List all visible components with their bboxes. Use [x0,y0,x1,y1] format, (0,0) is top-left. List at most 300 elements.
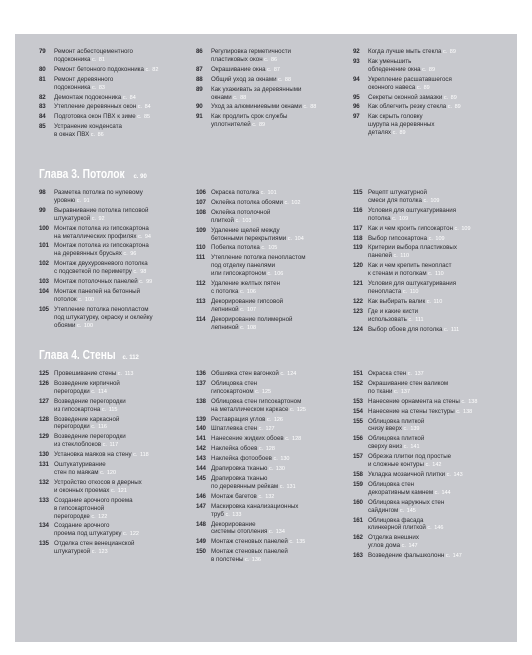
entry-number: 145 [196,474,206,482]
page-number: 111 [450,326,460,333]
entry-page-ref [391,130,405,136]
entry-number: 141 [196,435,206,443]
entry-page-ref [288,407,306,413]
toc-entry[interactable] [39,225,194,242]
entry-page-ref [402,426,420,432]
entry-title [368,58,499,75]
entry-page-ref [427,236,445,242]
page-prefix: с. [454,225,459,232]
entry-title-text: Отделка стен венецианской штукатуркой [54,540,135,556]
toc-column [196,48,351,141]
entry-page-ref [144,67,158,73]
toc-entry[interactable] [196,493,351,502]
entry-title-text: Демонтаж подоконника [54,93,122,101]
page-prefix: с. [258,426,263,433]
entry-page-ref [288,539,306,545]
entry-number: 156 [353,435,363,443]
toc-entry[interactable] [196,316,351,333]
toc-entry[interactable] [39,103,194,112]
toc-entry[interactable] [39,461,194,478]
toc-entry[interactable] [353,298,499,307]
toc-entry[interactable] [353,113,499,138]
toc-entry[interactable] [39,48,194,65]
page-prefix: с. [252,122,257,129]
entry-page-ref [90,514,108,520]
page-prefix: с. [123,251,128,258]
entry-number: 157 [353,453,363,461]
page-number: 103 [242,217,252,224]
page-number: 98 [140,269,147,276]
entry-page-ref [392,253,409,259]
toc-entry[interactable] [196,199,351,208]
entry-number: 101 [39,242,49,250]
toc-entry[interactable] [196,465,351,474]
toc-entry[interactable] [39,260,194,277]
page-number: 81 [98,56,105,63]
entry-title [54,48,194,65]
entry-page-ref [234,218,252,224]
toc-entry[interactable] [196,521,351,538]
entry-title-text: Облицовка плиткой снизу вверх [368,417,425,433]
entry-title [211,370,351,379]
entry-title [54,288,194,305]
entry-page-ref [267,466,285,472]
toc-entry[interactable] [196,475,351,492]
entry-title-text: Возведение кирпичной перегородки [54,379,120,395]
page-prefix: с. [90,132,96,139]
page-number: 116 [98,424,107,431]
entry-number: 107 [196,198,206,206]
toc-entry[interactable] [353,398,499,407]
toc-entry[interactable] [196,370,351,379]
page-number: 109 [435,235,445,242]
entry-title [54,522,194,539]
toc-entry[interactable] [196,86,351,103]
page-prefix: с. [402,288,408,295]
toc-entry[interactable] [39,288,194,305]
toc-entry[interactable] [196,48,351,65]
entry-title [211,316,351,333]
page-prefix: с. [447,104,453,111]
entry-page-ref [101,442,118,448]
entry-page-ref [100,407,117,413]
toc-entry[interactable] [353,499,499,516]
toc-entry[interactable] [353,326,499,335]
toc-entry[interactable] [353,453,499,470]
page-number: 94 [144,233,151,240]
toc-entry[interactable] [39,123,194,140]
entry-page-ref [427,271,444,277]
entry-title [54,189,194,206]
page-prefix: с. [426,298,431,305]
page-number: 131 [286,483,296,490]
entry-page-ref [263,57,277,63]
toc-entry[interactable] [196,435,351,444]
entry-title [211,521,351,538]
page-prefix: с. [233,94,238,101]
entry-title-text: Монтаж панелей на бетонный потолок [54,287,141,303]
entry-title [368,113,499,138]
page-number: 143 [453,471,463,478]
entry-number: 154 [353,407,363,415]
entry-title-text: Окраска потолка [211,189,260,196]
entry-title [54,380,194,397]
entry-title [54,398,194,415]
entry-number: 136 [196,370,206,377]
toc-entry[interactable] [353,380,499,397]
entry-page-ref [91,57,105,63]
toc-entry[interactable] [353,207,499,224]
entry-page-ref [75,198,89,204]
page-prefix: с. [423,197,428,204]
page-number: 89 [423,84,430,91]
entry-number: 118 [353,234,363,242]
entry-page-ref [433,490,451,496]
page-prefix: с. [91,215,96,222]
toc-entry[interactable] [39,113,194,122]
entry-number: 130 [39,451,49,459]
toc-entry[interactable] [353,280,499,297]
page-prefix: с. [139,279,144,286]
toc-entry[interactable] [39,370,194,379]
toc-entry[interactable] [196,113,351,130]
toc-entry[interactable] [39,207,194,224]
entry-page-ref [90,216,104,222]
entry-title-text: Ремонт бетонного подоконника [54,65,144,73]
entry-title-text: Облицовка плиткой сверху вниз [368,435,425,451]
entry-title [211,86,351,103]
toc-entry[interactable] [353,481,499,498]
entry-number: 87 [196,65,203,73]
entry-number: 86 [196,48,203,55]
page-number: 114 [98,388,107,395]
toc-entry[interactable] [39,540,194,557]
entry-title-text: Установка маяков на стену [54,451,132,459]
page-number: 139 [410,426,420,433]
page-number: 89 [450,94,457,101]
entry-title-text: Укрепление расшатавшегося оконного навеса [368,75,452,91]
page-prefix: с. [461,398,466,405]
toc-entry[interactable] [39,242,194,259]
entry-number: 135 [39,540,49,548]
entry-title [54,497,194,522]
entry-title [54,260,194,277]
toc-entry[interactable] [353,308,499,325]
entry-title [368,103,499,112]
entry-title-text: Окрашивание стен валиком по ткани [368,379,449,395]
toc-entry[interactable] [39,76,194,93]
toc-entry[interactable] [39,398,194,415]
entry-page-ref [398,508,416,514]
toc-entry[interactable] [196,209,351,226]
toc-entry[interactable] [196,298,351,315]
toc-entry[interactable] [353,370,499,379]
toc-entry[interactable] [353,534,499,551]
page-number: 137 [414,371,424,377]
entry-title [211,298,351,315]
toc-entry[interactable] [353,408,499,417]
page-prefix: с. [279,483,284,490]
entry-page-ref [422,198,440,204]
entry-title-text: Ремонт деревянного подоконника [54,75,114,91]
page-prefix: с. [444,326,449,333]
entry-number: 108 [196,208,206,216]
entry-number: 88 [196,75,203,83]
page-prefix: с. [422,66,427,73]
toc-entry[interactable] [39,497,194,522]
toc-column [196,189,351,336]
entry-number: 149 [196,538,206,546]
entry-title-text: Драпировка тканью [211,465,268,473]
entry-page-ref [121,95,135,101]
page-number: 147 [408,543,418,550]
toc-entry[interactable] [196,445,351,454]
entry-title-text: Реставрация углов [211,415,266,423]
page-number: 123 [98,549,108,556]
toc-entry[interactable] [353,262,499,279]
toc-entry[interactable] [196,538,351,547]
toc-entry[interactable] [39,306,194,331]
entry-title [54,416,194,433]
entry-title-text: Как скрыть головку шурупа на деревянных деталях [368,113,435,137]
entry-number: 121 [353,280,363,288]
entry-title [54,94,194,103]
toc-page [15,34,517,642]
entry-number: 79 [39,48,46,55]
chapter-4-title: Глава 4. Стены [39,348,116,362]
toc-entry[interactable] [353,552,499,561]
toc-entry[interactable] [39,66,194,75]
entry-number: 95 [353,93,360,101]
entry-number: 110 [196,244,206,252]
toc-entry[interactable] [353,435,499,452]
toc-entry[interactable] [196,103,351,112]
page-number: 89 [449,49,456,55]
toc-entry[interactable] [39,416,194,433]
entry-title [211,416,351,425]
entry-title-text: Провешивание стены [54,370,117,377]
toc-entry[interactable] [39,479,194,496]
page-number: 142 [432,462,442,469]
entry-page-ref [441,49,455,55]
entry-title [211,189,351,198]
toc-entry[interactable] [196,416,351,425]
entry-page-ref [266,67,280,73]
entry-title [211,113,351,130]
entry-title [368,76,499,93]
page-prefix: с. [92,84,97,91]
entry-title-text: Драпировка тканью по деревянным рейкам [211,474,279,490]
page-prefix: с. [145,66,150,73]
toc-entry[interactable] [353,94,499,103]
toc-entry[interactable] [39,278,194,287]
entry-number: 103 [39,278,49,286]
entry-page-ref [279,371,297,377]
page-prefix: с. [434,489,439,496]
page-number: 109 [461,225,471,232]
entry-title [368,435,499,452]
toc-entry[interactable] [196,244,351,253]
entry-number: 116 [353,206,363,214]
toc-entry[interactable] [39,189,194,206]
entry-number: 85 [39,123,46,131]
page-prefix: с. [446,471,451,478]
page-prefix: с. [428,271,433,278]
entry-number: 80 [39,65,46,73]
toc-entry[interactable] [196,254,351,279]
entry-title [211,435,351,444]
entry-title-text: Условия для оштукатуривания потолка [368,206,457,222]
entry-page-ref [89,132,103,138]
page-prefix: с. [258,493,263,500]
entry-title-text: Рецепт штукатурной смеси для потолка [368,189,427,204]
page-prefix: с. [408,316,413,323]
entry-number: 109 [196,226,206,234]
toc-entry[interactable] [39,522,194,539]
page-prefix: с. [102,442,107,449]
page-number: 135 [296,539,306,546]
toc-entry[interactable] [196,503,351,520]
toc-entry[interactable] [353,103,499,112]
page-number: 122 [129,531,139,538]
page-prefix: с. [267,66,272,73]
toc-entry[interactable] [353,225,499,234]
toc-entry[interactable] [353,471,499,480]
entry-title [368,534,499,551]
page-prefix: с. [268,466,274,473]
entry-title [368,552,499,561]
toc-entry[interactable] [353,418,499,435]
entry-title-text: Монтаж двухуровневого потолка с подсветкой по периметру [54,260,148,276]
entry-page-ref [91,85,105,91]
page-prefix: с. [303,104,308,111]
entry-number: 144 [196,465,206,473]
page-number: 146 [434,525,444,532]
page-number: 138 [468,398,478,405]
toc-entry[interactable] [353,48,499,57]
toc-entry[interactable] [353,189,499,206]
page-prefix: с. [268,529,274,536]
page-number: 122 [98,513,108,520]
entry-title-text: Обрезка плитки под простые и сложные контуры [368,453,452,469]
toc-entry[interactable] [196,76,351,85]
entry-title [368,370,499,379]
page-number: 113 [124,371,134,377]
page-number: 132 [265,493,275,500]
entry-title [368,298,499,307]
entry-title-text: Нанесение на стены текстуры [368,407,455,415]
page-number: 100 [84,296,95,303]
entry-number: 90 [196,103,203,111]
entry-title-text: Оштукатуривание стен по маякам [54,461,106,476]
toc-entry[interactable] [353,244,499,261]
entry-page-ref [443,327,460,333]
page-number: 121 [117,487,127,494]
entry-page-ref [254,389,272,395]
toc-entry[interactable] [196,280,351,297]
page-prefix: с. [278,76,283,83]
entry-number: 102 [39,260,49,268]
toc-entry[interactable] [196,548,351,565]
entry-title-text: Условия для оштукатуривания пенопласта [368,280,457,295]
page-number: 89 [428,66,436,73]
page-prefix: с. [100,469,105,476]
toc-entry[interactable] [196,189,351,198]
page-prefix: с. [273,456,278,463]
entry-page-ref [460,399,478,405]
entry-title-text: Удаление желтых пятен с потолка [211,280,280,295]
toc-entry[interactable] [196,425,351,434]
entry-title [54,451,194,460]
entry-title [368,262,499,279]
entry-page-ref [259,190,277,196]
toc-entry[interactable] [196,398,351,415]
toc-entry[interactable] [353,235,499,244]
entry-number: 114 [196,315,206,323]
entry-title-text: Монтаж багетов [211,492,257,500]
toc-entry[interactable] [196,227,351,244]
entry-page-ref [400,543,418,549]
toc-entry[interactable] [39,433,194,450]
page-number: 137 [400,388,411,395]
entry-number: 82 [39,93,46,101]
entry-page-ref [137,234,151,240]
toc-entry[interactable] [196,66,351,75]
entry-title-text: Декорирование полимерной лепниной [211,315,293,331]
entry-title-text: Разметка потолка по нулевому уровню [54,189,143,204]
toc-entry[interactable] [196,455,351,464]
entry-title [211,465,351,474]
page-number: 128 [265,446,275,453]
page-prefix: с. [392,130,397,137]
entry-number: 148 [196,520,206,528]
entry-page-ref [453,226,471,232]
entry-page-ref [251,122,265,128]
entry-title [54,225,194,242]
entry-title-text: Оклейка потолка обоями [211,198,283,206]
entry-title-text: Возведение перегородки из стеклоблоков [54,433,126,449]
toc-entry[interactable] [353,76,499,93]
entry-title-text: Как выбирать валик [368,297,426,305]
entry-number: 104 [39,287,49,295]
entry-number: 84 [39,113,46,121]
entry-title-text: Укладка мозаичной плитки [368,470,446,478]
toc-entry[interactable] [196,380,351,397]
toc-entry[interactable] [353,517,499,534]
entry-title [211,227,351,244]
entry-number: 120 [353,262,363,270]
page-number: 110 [400,253,410,260]
chapter-3-title: Глава 3. Потолок [39,167,125,181]
toc-entry[interactable] [39,451,194,460]
entry-title-text: Монтаж потолка из гипсокартона на металлических профилях [54,224,149,240]
chapter-4-page: с. 112 [122,355,139,361]
entry-page-ref [238,289,256,295]
entry-title [368,48,499,57]
page-prefix: с. [110,487,116,494]
page-prefix: с. [287,235,293,242]
chapter-3-entries [39,189,499,336]
entry-number: 99 [39,206,46,214]
page-number: 99 [146,279,153,286]
entry-page-ref [239,325,257,331]
toc-entry[interactable] [353,58,499,75]
toc-entry[interactable] [39,94,194,103]
entry-page-ref [406,371,424,377]
toc-entry[interactable] [39,380,194,397]
entry-title-text: Выбор обоев для потолка [368,325,443,333]
entry-page-ref [257,426,275,432]
